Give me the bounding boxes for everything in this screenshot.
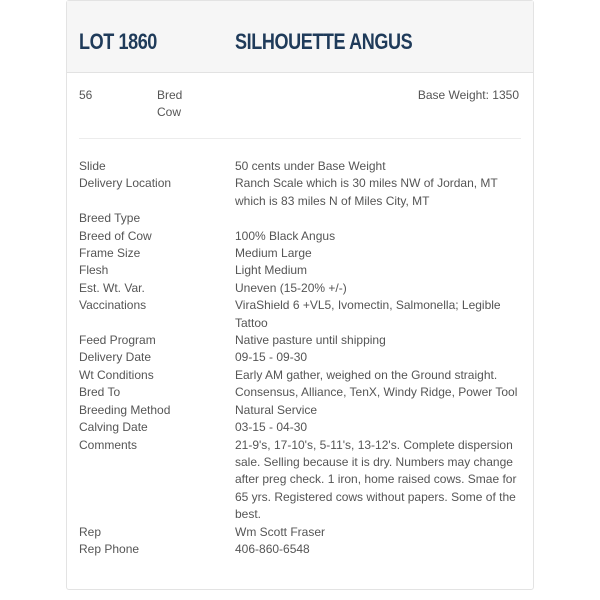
detail-label: Est. Wt. Var. [79, 280, 145, 295]
detail-value: 21-9's, 17-10's, 5-11's, 13-12's. Complete dispersion sale. Selling because it is dry. Numbers may change after preg check. 1 iron, home raised cows. Smae for 65 yrs. Registered cows without papers. Some of the best. [235, 437, 517, 522]
detail-value: Early AM gather, weighed on the Ground straight. [235, 367, 498, 382]
detail-value: 03-15 - 04-30 [235, 420, 308, 435]
detail-row [79, 367, 523, 384]
detail-value: ViraShield 6 +VL5, Ivomectin, Salmonella; Legible Tattoo [235, 298, 501, 330]
detail-label: Comments [79, 437, 138, 452]
detail-label: Breed Type [79, 211, 141, 226]
detail-row [79, 175, 523, 210]
detail-row [79, 297, 523, 332]
detail-row [79, 210, 523, 227]
detail-value: Ranch Scale which is 30 miles NW of Jordan, MT which is 83 miles N of Miles City, MT [235, 176, 498, 208]
detail-value: Uneven (15-20% +/-) [235, 280, 347, 295]
detail-value: Medium Large [235, 246, 312, 261]
detail-row [79, 280, 523, 297]
detail-row [79, 437, 523, 524]
detail-row [79, 245, 523, 262]
lot-details [79, 158, 523, 558]
detail-label: Flesh [79, 263, 109, 278]
detail-label: Breed of Cow [79, 228, 152, 243]
detail-row [79, 349, 523, 366]
detail-value: 50 cents under Base Weight [235, 159, 386, 173]
detail-row [79, 158, 523, 175]
lot-number: LOT 1860 [79, 29, 157, 54]
detail-row [79, 419, 523, 436]
detail-label: Delivery Date [79, 350, 152, 365]
detail-row [79, 541, 523, 558]
detail-label: Calving Date [79, 420, 148, 435]
detail-label: Delivery Location [79, 176, 172, 191]
detail-value: 09-15 - 09-30 [235, 350, 308, 365]
base-weight: Base Weight: 1350 [417, 88, 519, 102]
detail-value: 406-860-6548 [235, 541, 310, 556]
head-count: 56 [79, 88, 93, 102]
detail-row [79, 332, 523, 349]
detail-label: Vaccinations [79, 298, 147, 313]
cattle-type: Bred Cow [157, 88, 183, 119]
detail-label: Bred To [79, 385, 121, 400]
detail-value [235, 210, 523, 227]
detail-label: Rep [79, 524, 102, 539]
detail-row [79, 384, 523, 401]
detail-value: Native pasture until shipping [235, 333, 386, 348]
detail-value: Consensus, Alliance, TenX, Windy Ridge, Power Tool [235, 385, 518, 400]
detail-label: Frame Size [79, 246, 141, 261]
lot-name: SILHOUETTE ANGUS [235, 29, 413, 54]
detail-row [79, 402, 523, 419]
detail-label: Rep Phone [79, 541, 140, 556]
detail-value: Natural Service [235, 402, 318, 417]
detail-value: Light Medium [235, 263, 308, 278]
detail-value: 100% Black Angus [235, 228, 336, 243]
detail-row [79, 524, 523, 541]
detail-label: Feed Program [79, 333, 156, 348]
divider [79, 138, 521, 139]
lot-card [66, 0, 534, 590]
lot-header [67, 1, 533, 73]
detail-row [79, 228, 523, 245]
detail-row [79, 262, 523, 279]
detail-value: Wm Scott Fraser [235, 524, 326, 539]
detail-label: Wt Conditions [79, 367, 154, 382]
lot-summary [67, 87, 533, 127]
detail-label: Breeding Method [79, 402, 171, 417]
detail-label: Slide [79, 159, 106, 173]
